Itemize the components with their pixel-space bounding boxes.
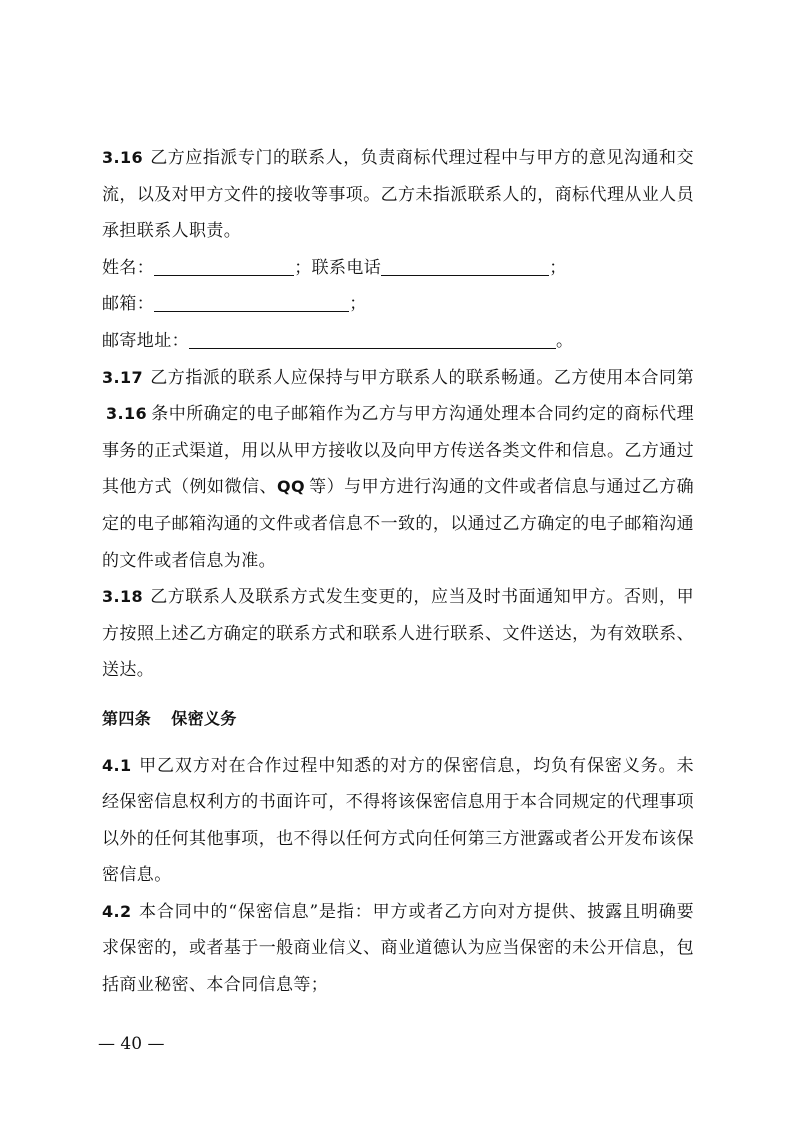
- phone-label: ；联系电话: [294, 257, 382, 278]
- article-number: 第四条: [102, 708, 152, 728]
- clause-number: 3.17: [102, 367, 144, 387]
- clause-text-b: 条中所确定的电子邮箱作为乙方与甲方沟通处理本合同约定的商标代理事务的正式渠道，用以从甲方接收以及向甲方传送各类文件和信息。乙方通过其他方式（例如微信、: [102, 404, 694, 498]
- contact-name-phone-line: [102, 250, 694, 287]
- article-heading: [102, 701, 694, 738]
- qq-term: QQ: [277, 477, 306, 497]
- address-label: 邮寄地址：: [102, 330, 189, 351]
- clause-text: 甲乙双方对在合作过程中知悉的对方的保密信息，均负有保密义务。未经保密信息权利方的书面许可，不得将该保密信息用于本合同规定的代理事项以外的任何其他事项，也不得以任何方式向任何第三方泄露或者公开发布该保密信息。: [102, 755, 694, 886]
- address-blank[interactable]: [189, 330, 556, 349]
- page-number: — 40 —: [98, 1034, 165, 1054]
- clause-text: 本合同中的“保密信息”是指：甲方或者乙方向对方提供、披露且明确要求保密的，或者基于一般商业信义、商业道德认为应当保密的未公开信息，包括商业秘密、本合同信息等；: [102, 901, 694, 996]
- clause-reference: 3.16: [106, 404, 148, 424]
- clause-3-17: [102, 360, 694, 580]
- clause-4-2: [102, 894, 694, 1004]
- clause-3-18: [102, 579, 694, 689]
- clause-text: 乙方应指派专门的联系人，负责商标代理过程中与甲方的意见沟通和交流，以及对甲方文件的接收等事项。乙方未指派联系人的，商标代理从业人员承担联系人职责。: [102, 148, 694, 242]
- line-end: ；: [549, 257, 567, 278]
- clause-number: 3.18: [102, 587, 144, 607]
- email-label: 邮箱：: [102, 294, 155, 315]
- clause-text-a: 乙方指派的联系人应保持与甲方联系人的联系畅通。乙方使用本合同第: [150, 367, 694, 388]
- clause-3-16: [102, 140, 694, 250]
- contact-email-line: [102, 286, 694, 323]
- clause-number: 3.16: [102, 148, 144, 167]
- clause-number: 4.2: [102, 901, 132, 921]
- clause-number: 4.1: [102, 755, 132, 775]
- contact-address-line: [102, 323, 694, 360]
- article-title: 保密义务: [171, 708, 237, 728]
- clause-text-c: 等）与甲方进行沟通的文件或者信息与通过乙方确定的电子邮箱沟通的文件或者信息不一致的，以通过乙方确定的电子邮箱沟通的文件或者信息为准。: [102, 477, 694, 571]
- clause-4-1: [102, 748, 694, 894]
- line-end: 。: [556, 330, 574, 351]
- name-blank[interactable]: [154, 257, 294, 276]
- line-end: ；: [349, 294, 367, 315]
- phone-blank[interactable]: [381, 257, 549, 276]
- email-blank[interactable]: [154, 294, 349, 313]
- name-label: 姓名：: [102, 257, 155, 278]
- document-body: [102, 140, 694, 1004]
- clause-text: 乙方联系人及联系方式发生变更的，应当及时书面通知甲方。否则，甲方按照上述乙方确定的联系方式和联系人进行联系、文件送达，为有效联系、送达。: [102, 587, 694, 681]
